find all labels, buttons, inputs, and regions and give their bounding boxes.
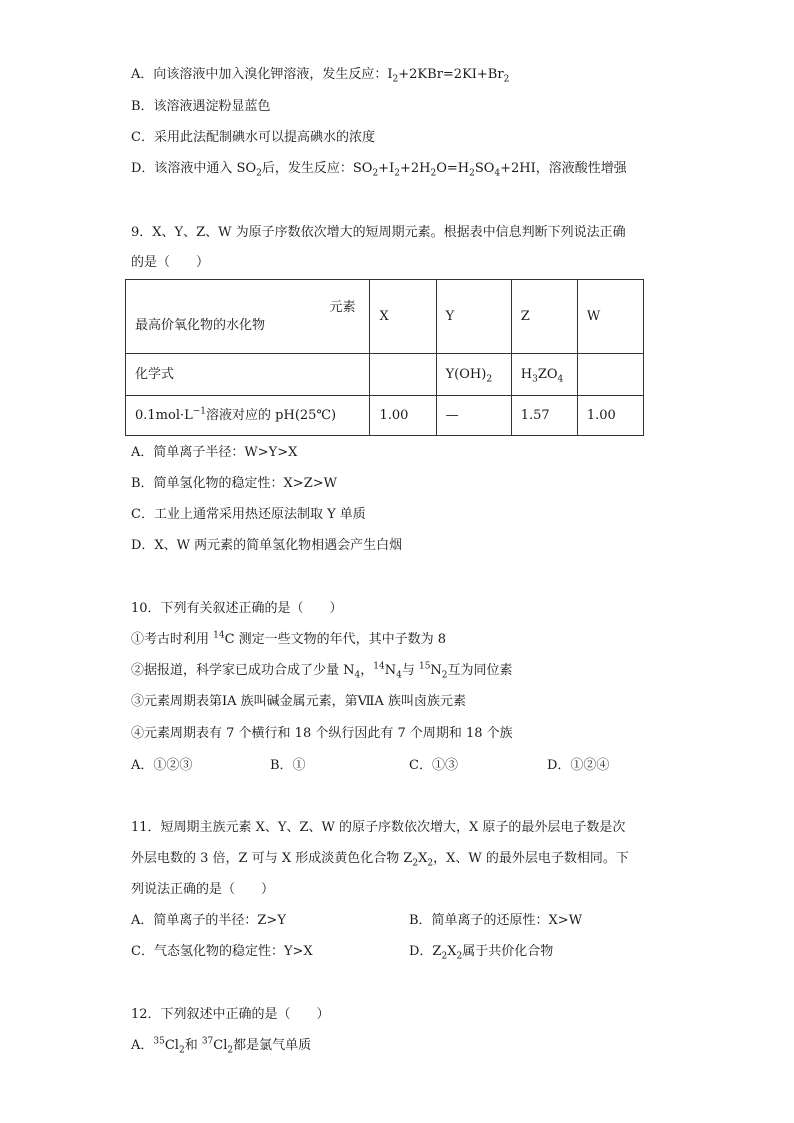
subscript: 2 [456,951,463,962]
text: ②据报道，科学家已成功合成了少量 N [131,663,355,678]
cell-w-ph: 1.00 [577,396,643,436]
q12-stem: 12．下列叙述中正确的是（ ） [131,1007,330,1022]
subscript: 2 [486,374,493,385]
subscript: 2 [394,168,400,179]
row-label-formula: 化学式 [126,354,370,396]
text: H [520,366,533,382]
header-col-w: W [577,280,643,354]
text: 和 [184,1038,202,1053]
q9-option-a: A．简单离子半径：W>Y>X [131,445,298,460]
q8-option-a [131,66,509,84]
text: 属于共价化合物 [462,944,554,959]
table-row-formula [126,354,644,396]
subscript: 2 [227,1045,234,1056]
text: 溶液对应的 pH(25℃) [206,407,337,423]
cell-w-formula [577,354,643,396]
q9-stem-line-1: 9．X、Y、Z、W 为原子序数依次增大的短周期元素。根据表中信息判断下列说法正确 [131,225,626,240]
subscript: 2 [469,168,475,179]
subscript: 2 [256,168,262,179]
q8-option-c: C．采用此法配制碘水可以提高碘水的浓度 [131,130,375,145]
superscript: 35 [153,1036,165,1047]
q10-option-c: C．①③ [409,758,458,773]
q10-statement-3: ③元素周期表第ⅠA 族叫碱金属元素，第ⅦA 族叫卤族元素 [131,694,466,709]
text: X [447,944,457,959]
subscript: 2 [503,74,510,85]
q9-option-b: B．简单氢化物的稳定性：X>Z>W [131,476,337,491]
text: +2H [399,161,431,176]
text: D．Z [409,944,442,959]
table-corner-cell [126,280,370,354]
subscript: 2 [178,1045,185,1056]
text: N [430,663,442,678]
q9-element-table [125,279,644,436]
q10-statement-1 [131,631,446,649]
q11-stem-line-2 [131,850,629,868]
text: ， [360,663,374,678]
cell-z-formula [511,354,577,396]
text: 后，发生反应：SO [261,161,373,176]
subscript: 2 [427,858,434,869]
subscript: 4 [557,374,564,385]
q9-option-d: D．X、W 两元素的简单氢化物相遇会产生白烟 [131,538,403,553]
q10-option-b: B．① [270,758,306,773]
q10-statement-2 [131,662,513,680]
text: 互为同位素 [447,663,513,678]
header-col-y: Y [436,280,511,354]
row-label-ph [126,396,370,436]
text: +2KBr=2KI+Br [398,67,504,82]
q12-option-a [131,1037,311,1055]
subscript: 3 [532,374,538,385]
header-hydroxide-label: 最高价氧化物的水化物 [135,317,266,333]
q9-option-c: C．工业上通常采用热还原法制取 Y 单质 [131,507,366,522]
q9-stem-line-2: 的是（ ） [131,255,210,270]
q11-stem-line-3: 列说法正确的是（ ） [131,882,275,897]
q11-stem-line-1: 11．短周期主族元素 X、Y、Z、W 的原子序数依次增大，X 原子的最外层电子数是次 [131,820,626,835]
text: 外层电数的 3 倍，Z 可与 X 形成淡黄色化合物 Z [131,851,413,866]
q11-option-b: B．简单离子的还原性：X>W [409,913,583,928]
superscript: 14 [213,630,225,641]
subscript: 4 [396,670,402,681]
text: X [418,851,428,866]
cell-y-formula [436,354,511,396]
text: D．该溶液中通入 SO [131,161,257,176]
subscript: 2 [430,168,437,179]
cell-x-formula [370,354,436,396]
text: Cl [164,1038,179,1053]
cell-z-ph: 1.57 [511,396,577,436]
q8-option-b: B．该溶液遇淀粉显蓝色 [131,99,271,114]
subscript: 2 [441,951,448,962]
subscript: 4 [494,168,501,179]
q10-statement-4: ④元素周期表有 7 个横行和 18 个纵行因此有 7 个周期和 18 个族 [131,726,513,741]
text: +2HI，溶液酸性增强 [500,161,627,176]
text: A．向该溶液中加入溴化钾溶液，发生反应：I [131,67,393,82]
subscript: 2 [372,168,379,179]
subscript: 2 [412,858,419,869]
table-header-row [126,280,644,354]
text: +I [378,161,395,176]
subscript: 2 [392,74,399,85]
q10-option-d: D．①②④ [547,758,610,773]
header-col-x: X [370,280,436,354]
cell-y-ph: — [436,396,511,436]
header-element-label: 元素 [329,299,356,315]
superscript: 15 [418,661,431,672]
superscript: −1 [192,406,207,417]
header-col-z: Z [511,280,577,354]
text: N [384,663,397,678]
text: A． [131,1038,154,1053]
subscript: 2 [441,670,448,681]
q11-option-c: C．气态氢化物的稳定性：Y>X [131,944,313,959]
cell-x-ph: 1.00 [370,396,436,436]
q11-option-a: A．简单离子的半径：Z>Y [131,913,286,928]
text: 0.1mol·L [135,407,193,423]
text: C 测定一些文物的年代，其中子数为 8 [224,632,447,647]
superscript: 37 [201,1036,214,1047]
text: Y(OH) [445,366,487,382]
superscript: 14 [373,661,385,672]
table-row-ph [126,396,644,436]
subscript: 4 [354,670,361,681]
q11-option-d [409,943,553,961]
text: ，X、W 的最外层电子数相同。下 [433,851,629,866]
text: SO [474,161,495,176]
text: 与 [401,663,419,678]
text: Cl [213,1038,228,1053]
q8-option-d [131,160,627,178]
q10-option-a: A．①②③ [131,758,193,773]
q10-stem: 10．下列有关叙述正确的是（ ） [131,601,343,616]
text: O=H [436,161,470,176]
text: ZO [537,366,558,382]
text: ①考古时利用 [131,632,214,647]
text: 都是氯气单质 [233,1038,312,1053]
